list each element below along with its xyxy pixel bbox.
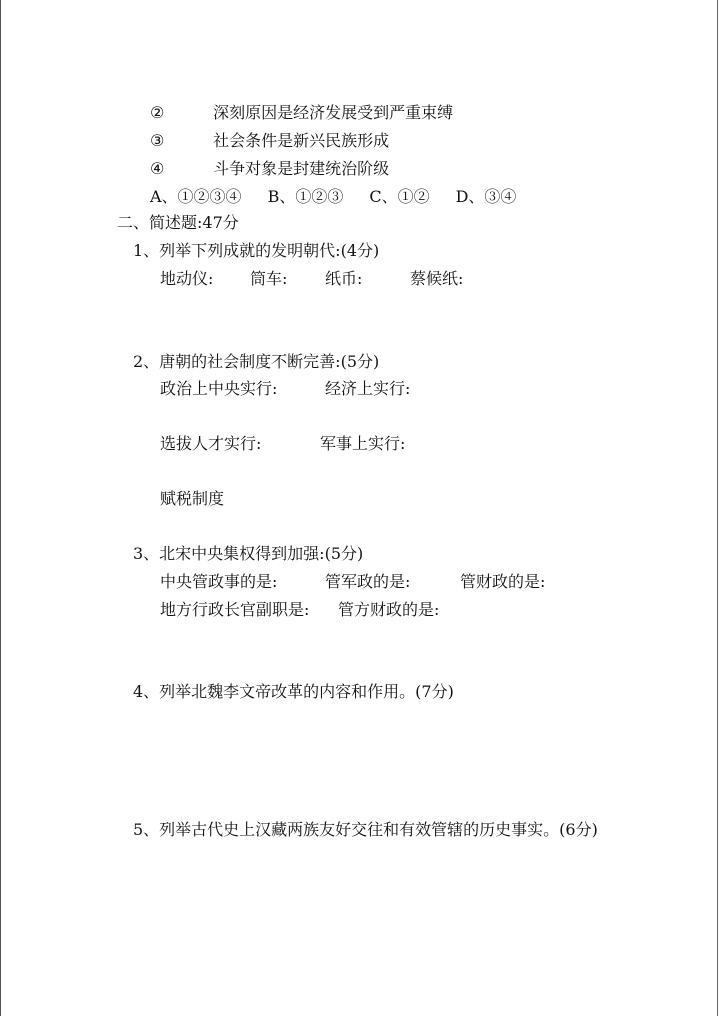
question-3-title: 3、北宋中央集权得到加强:(5分): [133, 544, 364, 563]
question-2-blank-2: 经济上实行:: [325, 379, 411, 398]
choice-item-number: ④: [150, 159, 165, 178]
choice-item-text: 深刻原因是经济发展受到严重束缚: [213, 103, 454, 122]
choice-item-text: 斗争对象是封建统治阶级: [213, 159, 390, 178]
option-c: C、①②: [369, 187, 430, 206]
choice-item-4: [150, 158, 389, 180]
section-heading: 二、简述题:47分: [117, 213, 239, 232]
option-a: A、①②③④: [150, 187, 242, 206]
question-3-blank-1: 中央管政事的是:: [160, 572, 278, 591]
question-2-blank-4: 军事上实行:: [320, 434, 406, 453]
question-3-blank-3: 管财政的是:: [460, 572, 546, 591]
question-3-blank-5: 管方财政的是:: [338, 600, 440, 619]
question-4-title: 4、列举北魏李文帝改革的内容和作用。(7分): [133, 682, 454, 701]
choice-item-3: [150, 130, 389, 152]
answer-options: [150, 186, 516, 208]
question-3-blank-2: 管军政的是:: [325, 572, 411, 591]
choice-item-2: [150, 102, 453, 124]
question-1-blank-2: 筒车:: [250, 269, 288, 288]
question-1-blank-4: 蔡候纸:: [410, 269, 464, 288]
choice-item-text: 社会条件是新兴民族形成: [213, 131, 390, 150]
option-d: D、③④: [455, 187, 517, 206]
page-right-border: [717, 0, 718, 1016]
question-1-blank-3: 纸币:: [325, 269, 363, 288]
choice-item-number: ③: [150, 131, 165, 150]
question-2-title: 2、唐朝的社会制度不断完善:(5分): [133, 352, 380, 371]
question-1-title: 1、列举下列成就的发明朝代:(4分): [133, 241, 380, 260]
question-5-title: 5、列举古代史上汉藏两族友好交往和有效管辖的历史事实。(6分): [133, 820, 598, 839]
question-2-blank-3: 选拔人才实行:: [160, 434, 262, 453]
question-2-blank-1: 政治上中央实行:: [160, 379, 278, 398]
question-3-blank-4: 地方行政长官副职是:: [160, 600, 310, 619]
choice-item-number: ②: [150, 103, 165, 122]
option-b: B、①②③: [267, 187, 344, 206]
page-left-border: [0, 0, 1, 1016]
question-2-blank-5: 赋税制度: [160, 489, 225, 508]
question-1-blank-1: 地动仪:: [160, 269, 214, 288]
